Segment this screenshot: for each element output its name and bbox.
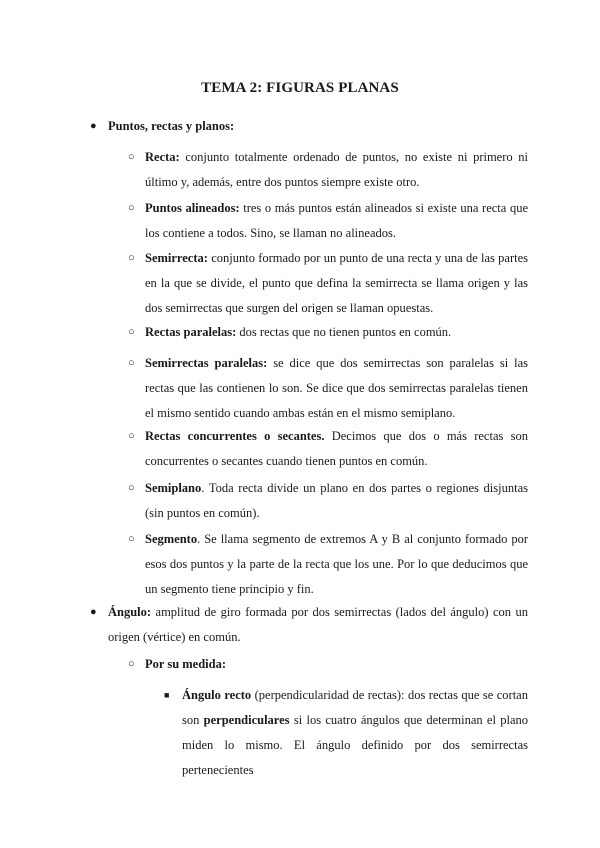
definition-part: (perpendicularidad de rectas): dos rectas que se cortan son <box>182 688 528 727</box>
list-item-recta <box>145 145 528 195</box>
definition: conjunto totalmente ordenado de puntos, no existe ni primero ni último y, además, entre dos puntos siempre existe otro. <box>145 150 528 189</box>
emphasis: perpendiculares <box>203 713 290 727</box>
definition: se dice que dos semirrectas son paralelas si las rectas que las contienen lo son. Se dice que dos semirrectas paralelas tienen el mismo sentido cuando ambas están en el mismo semiplano. <box>145 356 529 420</box>
page-title: TEMA 2: FIGURAS PLANAS <box>201 80 399 96</box>
definition: Decimos que dos o más rectas son concurrentes o secantes cuando tienen puntos en común. <box>145 429 528 468</box>
definition: . Se llama segmento de extremos A y B al conjunto formado por esos dos puntos y la parte de la recta que los une. Por lo que deducimos que un segmento tiene principio y fin. <box>145 532 528 596</box>
section-heading-text: Puntos, rectas y planos: <box>108 119 235 133</box>
sub-heading-text: Por su medida: <box>145 657 227 671</box>
list-item-puntos-alineados <box>145 196 528 246</box>
definition: dos rectas que no tienen puntos en común. <box>236 325 452 339</box>
list-item-angulo <box>108 600 528 650</box>
section-heading <box>108 114 528 139</box>
list-item-semiplano <box>145 476 528 526</box>
term: Ángulo recto <box>182 688 252 702</box>
list-item-segmento <box>145 527 528 602</box>
bullet-disc-icon: ● <box>90 606 97 618</box>
term: Semiplano <box>145 481 202 495</box>
list-item-rectas-concurrentes <box>145 424 528 474</box>
list-item-rectas-paralelas <box>145 320 528 345</box>
list-item-angulo-recto <box>182 683 528 783</box>
term: Rectas paralelas: <box>145 325 237 339</box>
definition: conjunto formado por un punto de una recta y una de las partes en la que se divide, el punto que defina la semirrecta se llama origen y las dos semirrectas que surgen del origen se llaman opuestas. <box>145 251 528 315</box>
bullet-circle-icon: ○ <box>128 202 135 214</box>
bullet-circle-icon: ○ <box>128 658 135 670</box>
term: Puntos alineados: <box>145 201 240 215</box>
list-item-semirrectas-paralelas <box>145 351 528 426</box>
term: Segmento <box>145 532 198 546</box>
term: Recta: <box>145 150 180 164</box>
bullet-circle-icon: ○ <box>128 482 135 494</box>
bullet-circle-icon: ○ <box>128 252 135 264</box>
definition: . Toda recta divide un plano en dos partes o regiones disjuntas (sin puntos en común). <box>145 481 528 520</box>
definition: tres o más puntos están alineados si existe una recta que los contiene a todos. Sino, se llaman no alineados. <box>145 201 529 240</box>
bullet-circle-icon: ○ <box>128 533 135 545</box>
bullet-circle-icon: ○ <box>128 357 135 369</box>
list-item-semirrecta <box>145 246 528 321</box>
bullet-disc-icon: ● <box>90 120 97 132</box>
term: Rectas concurrentes o secantes. <box>145 429 325 443</box>
definition: amplitud de giro formada por dos semirrectas (lados del ángulo) con un origen (vértice) en común. <box>108 605 528 644</box>
definition-part: si los cuatro ángulos que determinan el plano miden lo mismo. El ángulo definido por dos semirrectas pertenecientes <box>182 713 528 777</box>
term: Ángulo: <box>108 605 152 619</box>
term: Semirrectas paralelas: <box>145 356 268 370</box>
sub-heading <box>145 652 528 677</box>
bullet-circle-icon: ○ <box>128 430 135 442</box>
bullet-circle-icon: ○ <box>128 151 135 163</box>
bullet-circle-icon: ○ <box>128 326 135 338</box>
term: Semirrecta: <box>145 251 208 265</box>
bullet-square-icon: ■ <box>164 690 170 700</box>
